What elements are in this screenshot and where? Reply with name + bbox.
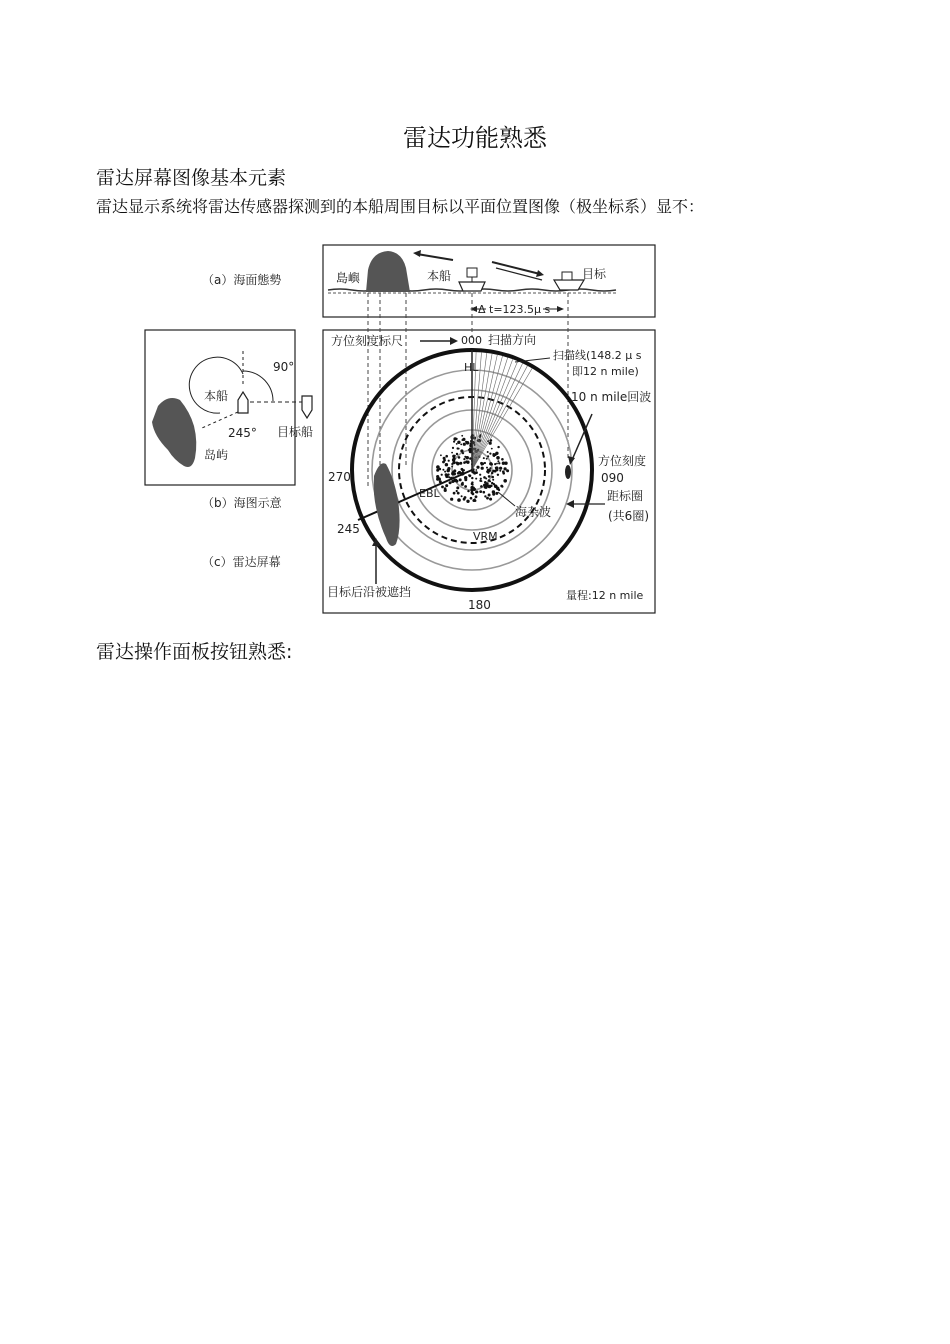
bearing-marks-label: 方位刻度 bbox=[598, 454, 647, 468]
panel-a-own-ship-label: 本船 bbox=[427, 269, 452, 283]
ebl-label: EBL bbox=[419, 487, 440, 500]
section-heading-panel-buttons: 雷达操作面板按钮熟悉: bbox=[96, 641, 293, 663]
panel-b-island-icon bbox=[152, 398, 196, 467]
range-label: 量程:12 n mile bbox=[566, 589, 644, 602]
scan-direction-label: 扫描方向 bbox=[488, 333, 537, 347]
panel-b-target-label: 目标船 bbox=[277, 425, 314, 439]
scan-line-label-1: 扫描线(148.2 μ s bbox=[553, 349, 642, 362]
shadow-label: 目标后沿被遮挡 bbox=[327, 585, 412, 599]
range-rings-label-2: (共6圈) bbox=[608, 509, 649, 523]
vrm-label: VRM bbox=[473, 530, 498, 543]
radar-figure bbox=[140, 238, 670, 622]
island-echo bbox=[374, 463, 400, 546]
panel-b-island-label: 岛屿 bbox=[204, 448, 229, 462]
echo-arrow-target bbox=[492, 262, 540, 274]
own-ship-antenna-icon bbox=[467, 268, 477, 277]
bearing-180: 180 bbox=[468, 598, 491, 612]
panel-c-caption: （c）雷达屏幕 bbox=[202, 555, 281, 569]
panel-b-angle-245: 245° bbox=[228, 426, 257, 440]
panel-b-own-ship-icon bbox=[238, 392, 248, 413]
target-echo bbox=[565, 465, 571, 479]
bearing-270: 270 bbox=[328, 470, 351, 484]
panel-b-own-ship-label: 本船 bbox=[204, 389, 229, 403]
section-paragraph: 雷达显示系统将雷达传感器探测到的本船周围目标以平面位置图像（极坐标系）显不： bbox=[96, 197, 705, 216]
range-rings-label-1: 距标圈 bbox=[607, 489, 644, 503]
bearing-090: 090 bbox=[601, 471, 624, 485]
panel-a-target-label: 目标 bbox=[582, 267, 607, 281]
scan-line-label-2: 即12 n mile) bbox=[572, 365, 639, 378]
panel-a-delta-t: Δ t=123.5μ s bbox=[478, 303, 551, 316]
page-title: 雷达功能熟悉 bbox=[403, 124, 547, 152]
echo-arrow-island bbox=[417, 254, 453, 260]
target-ship-icon bbox=[554, 280, 584, 290]
panel-a-caption: （a）海面態勢 bbox=[202, 273, 282, 287]
panel-b-target-icon bbox=[302, 396, 312, 418]
island-icon bbox=[366, 251, 410, 292]
bearing-scale-label: 方位刻度标尺 bbox=[331, 334, 404, 348]
hl-label: HL bbox=[464, 361, 479, 374]
panel-b-caption: （b）海图示意 bbox=[202, 496, 282, 510]
bearing-000: 000 bbox=[461, 334, 482, 347]
bearing-245: 245 bbox=[337, 522, 360, 536]
panel-a-island-label: 島嶼 bbox=[336, 271, 361, 285]
section-heading-radar-elements: 雷达屏幕图像基本元素 bbox=[96, 167, 287, 189]
panel-b-angle-90: 90° bbox=[273, 360, 295, 374]
own-ship-icon bbox=[459, 282, 485, 291]
sea-clutter-label: 海杂波 bbox=[515, 505, 552, 519]
echo-10nm-label: 10 n mile回波 bbox=[571, 390, 652, 404]
